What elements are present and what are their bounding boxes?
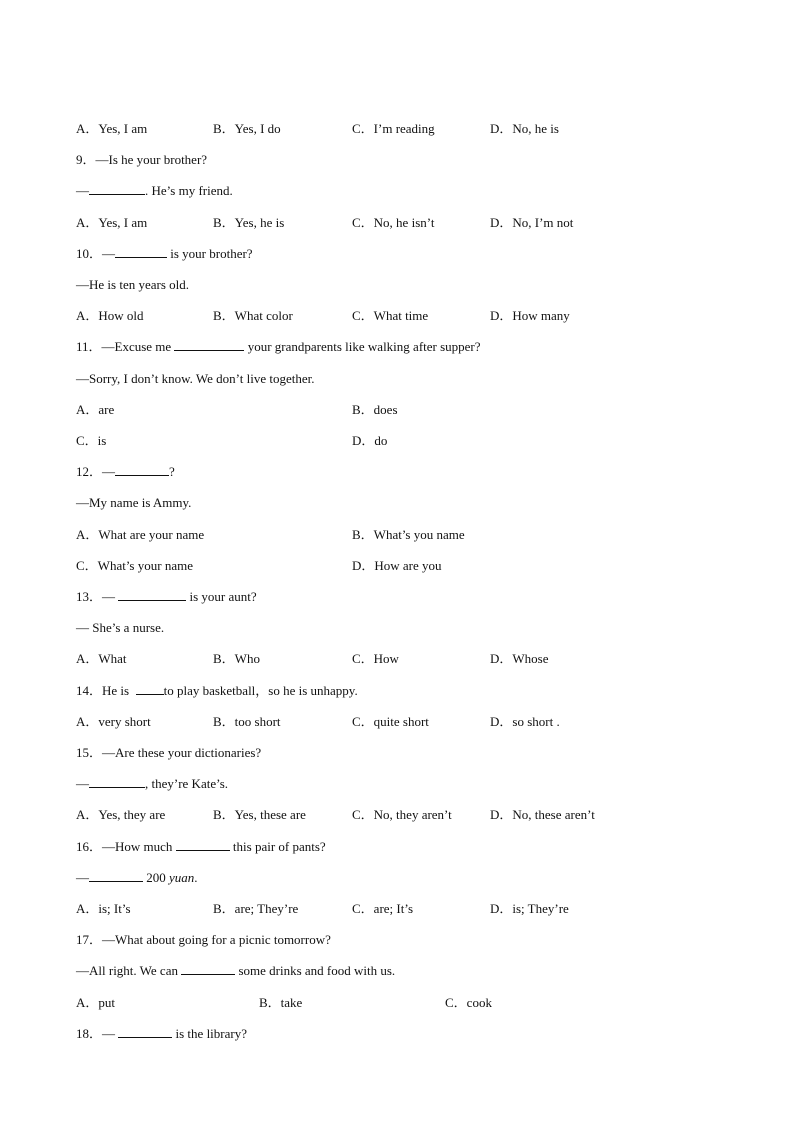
q16-option-c[interactable]: C．are; It’s xyxy=(352,901,414,916)
q18-question xyxy=(76,1025,247,1043)
q17-option-c[interactable]: C．cook xyxy=(445,995,492,1010)
q16-blank-1 xyxy=(176,838,230,851)
q9-answer-prefix: — xyxy=(76,183,89,198)
q16-option-a[interactable]: A．is; It’s xyxy=(76,901,131,916)
q11-blank xyxy=(174,338,244,351)
q11-answer: —Sorry, I don’t know. We don’t live together. xyxy=(76,371,315,386)
q16-answer-italic: yuan xyxy=(169,870,195,885)
q16-question-suffix: this pair of pants? xyxy=(229,839,326,854)
q17-option-b[interactable]: B．take xyxy=(259,995,303,1010)
q14-option-c[interactable]: C．quite short xyxy=(352,714,429,729)
q12-question xyxy=(76,463,175,481)
q12-option-b[interactable]: B．What’s you name xyxy=(352,527,465,542)
q14-blank xyxy=(136,682,164,695)
q18-question-prefix: 18．— xyxy=(76,1026,119,1041)
q15-blank xyxy=(89,775,145,788)
q16-answer xyxy=(76,869,198,887)
q10-blank xyxy=(115,245,167,258)
q15-question: 15．—Are these your dictionaries? xyxy=(76,745,262,760)
q11-option-b[interactable]: B．does xyxy=(352,402,398,417)
q10-option-c[interactable]: C．What time xyxy=(352,308,429,323)
q16-answer-prefix: — xyxy=(76,870,89,885)
q10-answer: —He is ten years old. xyxy=(76,277,190,292)
q13-option-d[interactable]: D．Whose xyxy=(490,651,549,666)
q15-option-b[interactable]: B．Yes, these are xyxy=(213,807,306,822)
q17-answer-suffix: some drinks and food with us. xyxy=(235,963,396,978)
q16-option-b[interactable]: B．are; They’re xyxy=(213,901,299,916)
q9-option-a[interactable]: A．Yes, I am xyxy=(76,215,148,230)
q13-option-b[interactable]: B．Who xyxy=(213,651,260,666)
q14-option-d[interactable]: D．so short . xyxy=(490,714,560,729)
q16-option-d[interactable]: D．is; They’re xyxy=(490,901,569,916)
q8-option-b[interactable]: B．Yes, I do xyxy=(213,121,281,136)
q14-question-suffix: to play basketball，so he is unhappy. xyxy=(163,683,358,698)
q14-question xyxy=(76,682,358,700)
q15-option-d[interactable]: D．No, these aren’t xyxy=(490,807,595,822)
q13-question-suffix: is your aunt? xyxy=(186,589,257,604)
q12-option-a[interactable]: A．What are your name xyxy=(76,527,205,542)
q12-option-c[interactable]: C．What’s your name xyxy=(76,558,193,573)
q13-answer: — She’s a nurse. xyxy=(76,620,165,635)
q12-question-prefix: 12．— xyxy=(76,464,116,479)
q12-question-suffix: ? xyxy=(169,464,175,479)
q9-blank xyxy=(89,182,145,195)
q9-option-b[interactable]: B．Yes, he is xyxy=(213,215,285,230)
q18-question-suffix: is the library? xyxy=(172,1026,247,1041)
q11-option-d[interactable]: D．do xyxy=(352,433,388,448)
q10-option-b[interactable]: B．What color xyxy=(213,308,293,323)
q16-question xyxy=(76,838,326,856)
q14-question-prefix: 14．He is xyxy=(76,683,136,698)
q10-question-suffix: is your brother? xyxy=(167,246,253,261)
q12-blank xyxy=(115,463,169,476)
q12-answer: —My name is Ammy. xyxy=(76,495,192,510)
q10-option-a[interactable]: A．How old xyxy=(76,308,144,323)
q10-question-prefix: 10．— xyxy=(76,246,116,261)
q17-answer-prefix: —All right. We can xyxy=(76,963,182,978)
q9-question: 9．—Is he your brother? xyxy=(76,152,208,167)
q11-question-prefix: 11．—Excuse me xyxy=(76,339,175,354)
q17-blank xyxy=(181,962,235,975)
q18-blank xyxy=(118,1025,172,1038)
q11-question xyxy=(76,338,481,356)
q16-answer-suffix: . xyxy=(194,870,198,885)
q17-answer xyxy=(76,962,395,980)
q10-option-d[interactable]: D．How many xyxy=(490,308,570,323)
q11-question-suffix: your grandparents like walking after supper? xyxy=(244,339,481,354)
q11-option-c[interactable]: C．is xyxy=(76,433,107,448)
q13-question xyxy=(76,588,257,606)
q16-question-prefix: 16．—How much xyxy=(76,839,176,854)
q8-option-c[interactable]: C．I’m reading xyxy=(352,121,435,136)
q9-option-d[interactable]: D．No, I’m not xyxy=(490,215,574,230)
q13-question-prefix: 13．— xyxy=(76,589,119,604)
q13-option-a[interactable]: A．What xyxy=(76,651,127,666)
q16-answer-middle: 200 xyxy=(143,870,169,885)
q14-option-b[interactable]: B．too short xyxy=(213,714,281,729)
q11-option-a[interactable]: A．are xyxy=(76,402,115,417)
q14-option-a[interactable]: A．very short xyxy=(76,714,151,729)
q15-answer xyxy=(76,775,228,793)
q15-option-a[interactable]: A．Yes, they are xyxy=(76,807,166,822)
q13-option-c[interactable]: C．How xyxy=(352,651,399,666)
q12-option-d[interactable]: D．How are you xyxy=(352,558,442,573)
q15-answer-suffix: , they’re Kate’s. xyxy=(145,776,229,791)
q9-answer-suffix: . He’s my friend. xyxy=(145,183,233,198)
q15-option-c[interactable]: C．No, they aren’t xyxy=(352,807,452,822)
q9-answer xyxy=(76,182,233,200)
q13-blank xyxy=(118,588,186,601)
q17-question: 17．—What about going for a picnic tomorrow? xyxy=(76,932,331,947)
q8-option-a[interactable]: A．Yes, I am xyxy=(76,121,148,136)
q15-answer-prefix: — xyxy=(76,776,89,791)
q10-question xyxy=(76,245,253,263)
q17-option-a[interactable]: A．put xyxy=(76,995,116,1010)
q8-option-d[interactable]: D．No, he is xyxy=(490,121,559,136)
q9-option-c[interactable]: C．No, he isn’t xyxy=(352,215,435,230)
q16-blank-2 xyxy=(89,869,143,882)
